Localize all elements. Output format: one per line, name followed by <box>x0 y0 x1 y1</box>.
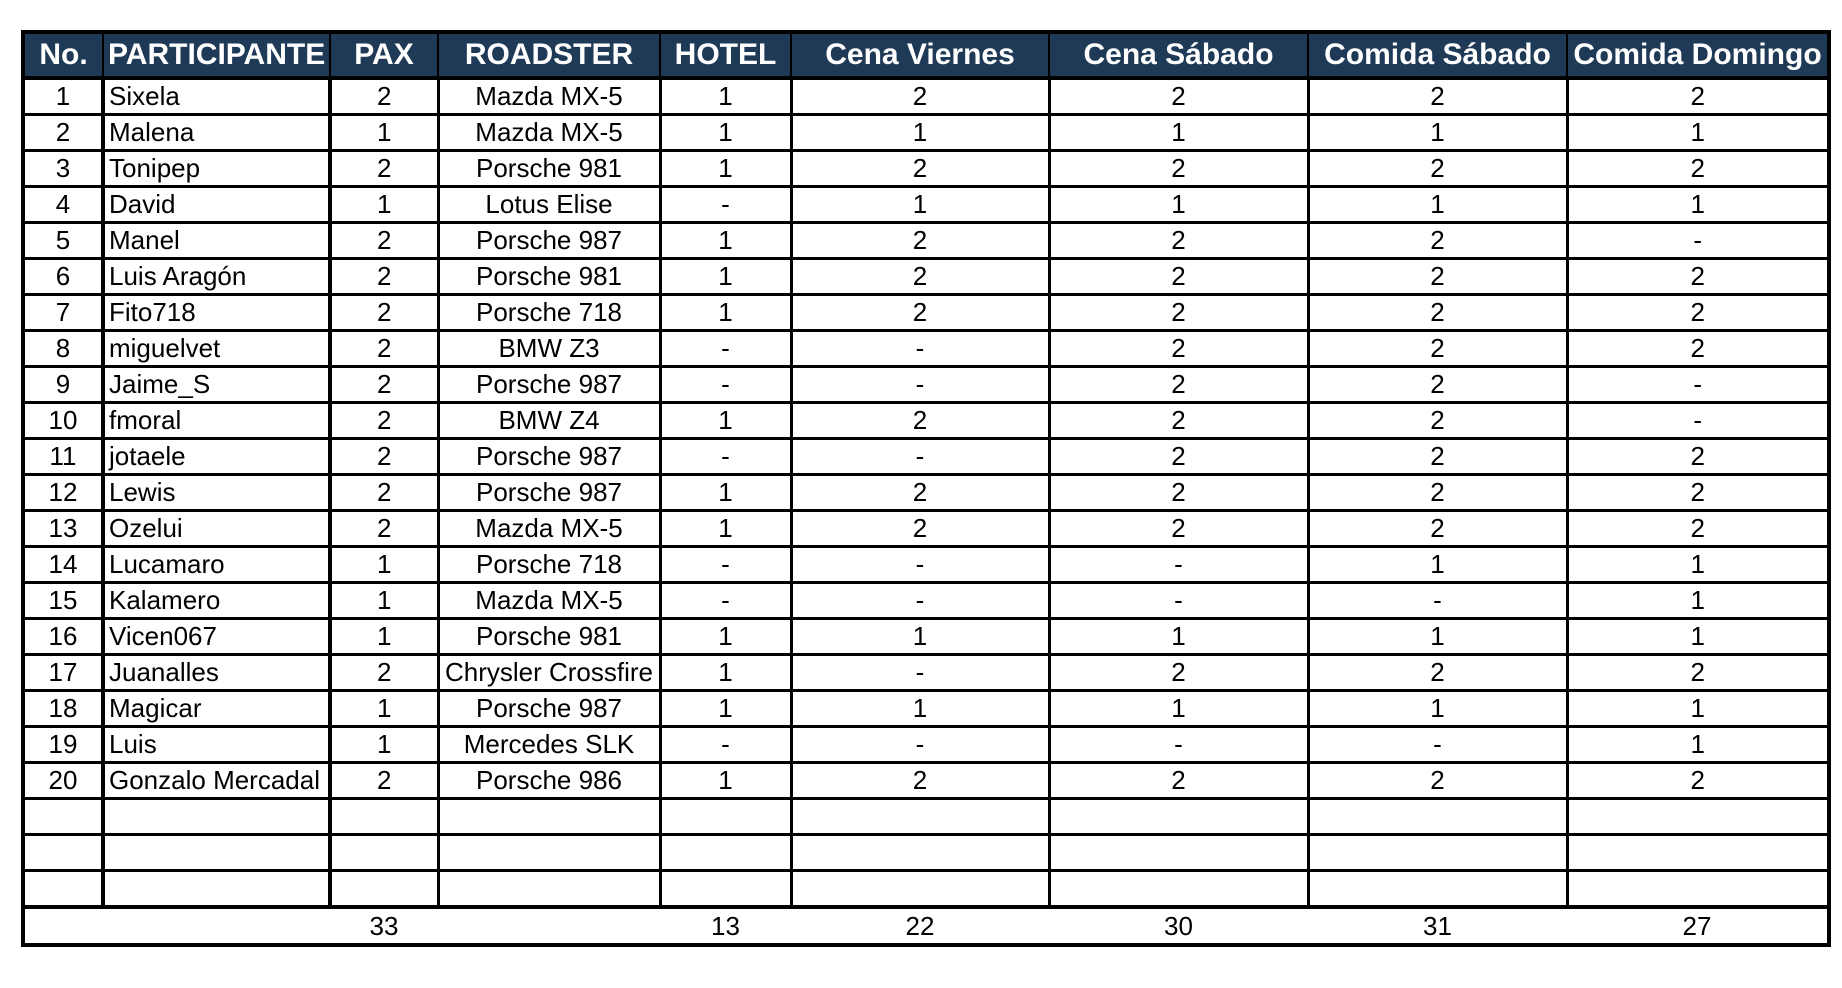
pax-cell[interactable]: 2 <box>330 295 438 331</box>
participant-cell[interactable]: Ozelui <box>103 511 330 547</box>
hotel-cell[interactable]: 1 <box>660 763 791 799</box>
hotel-cell[interactable]: 1 <box>660 115 791 151</box>
hotel-cell[interactable]: 1 <box>660 475 791 511</box>
roadster-cell[interactable]: Mazda MX-5 <box>438 583 660 619</box>
pax-cell[interactable]: 1 <box>330 691 438 727</box>
pax-cell[interactable]: 1 <box>330 115 438 151</box>
roadster-cell[interactable]: Porsche 718 <box>438 295 660 331</box>
total-pax-cell[interactable]: 33 <box>330 907 438 945</box>
comida-domingo-cell[interactable]: - <box>1567 367 1829 403</box>
comida-sabado-cell[interactable]: 2 <box>1308 475 1567 511</box>
comida-sabado-cell[interactable]: 2 <box>1308 763 1567 799</box>
cena-sabado-cell[interactable]: 2 <box>1049 223 1308 259</box>
table-row <box>23 259 1829 295</box>
participant-cell[interactable]: Manel <box>103 223 330 259</box>
participant-cell[interactable]: Sixela <box>103 78 330 115</box>
total-comida-sabado-cell[interactable]: 31 <box>1308 907 1567 945</box>
roadster-cell[interactable]: Porsche 987 <box>438 691 660 727</box>
header-hotel[interactable]: HOTEL <box>660 32 791 78</box>
roadster-cell[interactable]: Porsche 981 <box>438 619 660 655</box>
pax-cell[interactable]: 2 <box>330 763 438 799</box>
roadster-cell[interactable]: BMW Z3 <box>438 331 660 367</box>
roadster-cell[interactable]: Porsche 718 <box>438 547 660 583</box>
participant-cell[interactable]: Juanalles <box>103 655 330 691</box>
table-row <box>23 295 1829 331</box>
hotel-cell[interactable]: - <box>660 727 791 763</box>
total-participante-cell[interactable] <box>103 907 330 945</box>
cena-sabado-cell[interactable]: 2 <box>1049 475 1308 511</box>
comida-sabado-cell[interactable]: 2 <box>1308 78 1567 115</box>
cena-sabado-cell[interactable]: 1 <box>1049 619 1308 655</box>
hotel-cell[interactable]: - <box>660 547 791 583</box>
cena-viernes-cell[interactable] <box>791 835 1049 871</box>
no-cell[interactable]: 14 <box>23 547 103 583</box>
cena-viernes-cell[interactable]: - <box>791 439 1049 475</box>
hotel-cell[interactable]: 1 <box>660 151 791 187</box>
comida-domingo-cell[interactable]: 1 <box>1567 547 1829 583</box>
participant-cell[interactable]: David <box>103 187 330 223</box>
comida-domingo-cell[interactable]: 2 <box>1567 511 1829 547</box>
roadster-cell[interactable]: Porsche 981 <box>438 151 660 187</box>
comida-sabado-cell[interactable]: 2 <box>1308 295 1567 331</box>
table-row <box>23 403 1829 439</box>
comida-domingo-cell[interactable] <box>1567 799 1829 835</box>
hotel-cell[interactable]: 1 <box>660 78 791 115</box>
comida-domingo-cell[interactable]: 2 <box>1567 331 1829 367</box>
hotel-cell[interactable]: - <box>660 439 791 475</box>
cena-viernes-cell[interactable]: - <box>791 655 1049 691</box>
total-roadster-cell[interactable] <box>438 907 660 945</box>
pax-cell[interactable]: 2 <box>330 331 438 367</box>
participant-cell[interactable] <box>103 871 330 908</box>
total-hotel-cell[interactable]: 13 <box>660 907 791 945</box>
comida-sabado-cell[interactable]: 2 <box>1308 655 1567 691</box>
no-cell[interactable]: 4 <box>23 187 103 223</box>
table-row <box>23 655 1829 691</box>
comida-sabado-cell[interactable]: 2 <box>1308 223 1567 259</box>
cena-sabado-cell[interactable]: 2 <box>1049 259 1308 295</box>
table-row <box>23 691 1829 727</box>
cena-viernes-cell[interactable]: 1 <box>791 619 1049 655</box>
comida-domingo-cell[interactable]: - <box>1567 403 1829 439</box>
table-row <box>23 727 1829 763</box>
comida-sabado-cell[interactable]: 2 <box>1308 367 1567 403</box>
cena-viernes-cell[interactable]: - <box>791 727 1049 763</box>
cena-viernes-cell[interactable] <box>791 871 1049 908</box>
pax-cell[interactable]: 2 <box>330 403 438 439</box>
comida-sabado-cell[interactable]: - <box>1308 727 1567 763</box>
pax-cell[interactable]: 2 <box>330 223 438 259</box>
comida-domingo-cell[interactable]: 2 <box>1567 439 1829 475</box>
roadster-cell[interactable] <box>438 871 660 908</box>
participants-table <box>21 30 1831 947</box>
participant-cell[interactable]: Luis Aragón <box>103 259 330 295</box>
cena-sabado-cell[interactable]: 2 <box>1049 151 1308 187</box>
comida-sabado-cell[interactable]: 2 <box>1308 151 1567 187</box>
cena-sabado-cell[interactable]: 2 <box>1049 78 1308 115</box>
comida-domingo-cell[interactable]: 2 <box>1567 475 1829 511</box>
roadster-cell[interactable]: Mazda MX-5 <box>438 115 660 151</box>
header-comida-domingo[interactable]: Comida Domingo <box>1567 32 1829 78</box>
cena-viernes-cell[interactable]: 2 <box>791 223 1049 259</box>
roadster-cell[interactable]: Mercedes SLK <box>438 727 660 763</box>
no-cell[interactable]: 6 <box>23 259 103 295</box>
header-pax[interactable]: PAX <box>330 32 438 78</box>
no-cell[interactable]: 17 <box>23 655 103 691</box>
pax-cell[interactable]: 1 <box>330 187 438 223</box>
participant-cell[interactable]: Lewis <box>103 475 330 511</box>
table-row <box>23 511 1829 547</box>
participant-cell[interactable]: Malena <box>103 115 330 151</box>
cena-sabado-cell[interactable]: - <box>1049 547 1308 583</box>
comida-sabado-cell[interactable]: 2 <box>1308 331 1567 367</box>
comida-sabado-cell[interactable]: 1 <box>1308 115 1567 151</box>
comida-domingo-cell[interactable]: 2 <box>1567 295 1829 331</box>
table-row <box>23 583 1829 619</box>
no-cell[interactable] <box>23 835 103 871</box>
comida-domingo-cell[interactable]: 1 <box>1567 115 1829 151</box>
pax-cell[interactable] <box>330 835 438 871</box>
pax-cell[interactable]: 2 <box>330 151 438 187</box>
roadster-cell[interactable]: Porsche 987 <box>438 367 660 403</box>
hotel-cell[interactable]: - <box>660 367 791 403</box>
table-row <box>23 367 1829 403</box>
comida-sabado-cell[interactable]: - <box>1308 583 1567 619</box>
comida-sabado-cell[interactable]: 1 <box>1308 547 1567 583</box>
hotel-cell[interactable]: - <box>660 583 791 619</box>
pax-cell[interactable]: 2 <box>330 475 438 511</box>
comida-domingo-cell[interactable]: 1 <box>1567 691 1829 727</box>
comida-sabado-cell[interactable]: 2 <box>1308 511 1567 547</box>
hotel-cell[interactable]: 1 <box>660 655 791 691</box>
cena-sabado-cell[interactable]: 1 <box>1049 691 1308 727</box>
header-no[interactable]: No. <box>23 32 103 78</box>
no-cell[interactable]: 13 <box>23 511 103 547</box>
participant-cell[interactable]: Lucamaro <box>103 547 330 583</box>
comida-sabado-cell[interactable]: 1 <box>1308 691 1567 727</box>
cena-viernes-cell[interactable]: 1 <box>791 187 1049 223</box>
cena-viernes-cell[interactable]: - <box>791 367 1049 403</box>
pax-cell[interactable] <box>330 871 438 908</box>
table-row <box>23 187 1829 223</box>
cena-viernes-cell[interactable]: - <box>791 331 1049 367</box>
comida-domingo-cell[interactable]: 2 <box>1567 78 1829 115</box>
cena-viernes-cell[interactable]: 2 <box>791 295 1049 331</box>
hotel-cell[interactable] <box>660 835 791 871</box>
cena-viernes-cell[interactable]: - <box>791 583 1049 619</box>
table-row <box>23 439 1829 475</box>
hotel-cell[interactable]: - <box>660 331 791 367</box>
roadster-cell[interactable]: Mazda MX-5 <box>438 511 660 547</box>
hotel-cell[interactable] <box>660 799 791 835</box>
cena-sabado-cell[interactable]: - <box>1049 583 1308 619</box>
total-comida-domingo-cell[interactable]: 27 <box>1567 907 1829 945</box>
pax-cell[interactable]: 1 <box>330 547 438 583</box>
roadster-cell[interactable] <box>438 835 660 871</box>
hotel-cell[interactable] <box>660 871 791 908</box>
no-cell[interactable]: 7 <box>23 295 103 331</box>
cena-viernes-cell[interactable] <box>791 799 1049 835</box>
comida-domingo-cell[interactable]: - <box>1567 223 1829 259</box>
pax-cell[interactable]: 2 <box>330 78 438 115</box>
cena-viernes-cell[interactable]: 2 <box>791 475 1049 511</box>
pax-cell[interactable]: 1 <box>330 619 438 655</box>
cena-sabado-cell[interactable]: 2 <box>1049 367 1308 403</box>
table-row <box>23 475 1829 511</box>
comida-domingo-cell[interactable]: 2 <box>1567 151 1829 187</box>
cena-sabado-cell[interactable]: - <box>1049 727 1308 763</box>
participant-cell[interactable]: fmoral <box>103 403 330 439</box>
cena-viernes-cell[interactable]: - <box>791 547 1049 583</box>
hotel-cell[interactable]: 1 <box>660 691 791 727</box>
roadster-cell[interactable]: Lotus Elise <box>438 187 660 223</box>
cena-sabado-cell[interactable]: 2 <box>1049 655 1308 691</box>
no-cell[interactable]: 20 <box>23 763 103 799</box>
table-row <box>23 763 1829 799</box>
comida-sabado-cell[interactable]: 2 <box>1308 259 1567 295</box>
pax-cell[interactable]: 1 <box>330 727 438 763</box>
comida-domingo-cell[interactable]: 1 <box>1567 727 1829 763</box>
cena-sabado-cell[interactable]: 2 <box>1049 295 1308 331</box>
comida-domingo-cell[interactable]: 1 <box>1567 619 1829 655</box>
table-row <box>23 835 1829 871</box>
participant-cell[interactable]: Kalamero <box>103 583 330 619</box>
comida-domingo-cell[interactable]: 1 <box>1567 187 1829 223</box>
hotel-cell[interactable]: 1 <box>660 403 791 439</box>
cena-viernes-cell[interactable]: 2 <box>791 763 1049 799</box>
no-cell[interactable]: 18 <box>23 691 103 727</box>
total-cena-viernes-cell[interactable]: 22 <box>791 907 1049 945</box>
pax-cell[interactable]: 2 <box>330 259 438 295</box>
total-no-cell[interactable] <box>23 907 103 945</box>
cena-viernes-cell[interactable]: 2 <box>791 511 1049 547</box>
table-row <box>23 151 1829 187</box>
table-row <box>23 799 1829 835</box>
pax-cell[interactable]: 2 <box>330 367 438 403</box>
cena-sabado-cell[interactable]: 2 <box>1049 763 1308 799</box>
pax-cell[interactable]: 2 <box>330 511 438 547</box>
cena-sabado-cell[interactable]: 2 <box>1049 511 1308 547</box>
participant-cell[interactable]: Jaime_S <box>103 367 330 403</box>
header-participante[interactable]: PARTICIPANTE <box>103 32 330 78</box>
participant-cell[interactable]: Gonzalo Mercadal <box>103 763 330 799</box>
no-cell[interactable]: 8 <box>23 331 103 367</box>
comida-domingo-cell[interactable]: 2 <box>1567 259 1829 295</box>
no-cell[interactable]: 19 <box>23 727 103 763</box>
table-row <box>23 619 1829 655</box>
hotel-cell[interactable]: 1 <box>660 619 791 655</box>
no-cell[interactable]: 3 <box>23 151 103 187</box>
cena-sabado-cell[interactable]: 2 <box>1049 403 1308 439</box>
comida-domingo-cell[interactable] <box>1567 871 1829 908</box>
no-cell[interactable]: 9 <box>23 367 103 403</box>
no-cell[interactable] <box>23 871 103 908</box>
header-roadster[interactable]: ROADSTER <box>438 32 660 78</box>
participant-cell[interactable]: Tonipep <box>103 151 330 187</box>
cena-sabado-cell[interactable] <box>1049 799 1308 835</box>
pax-cell[interactable]: 2 <box>330 655 438 691</box>
roadster-cell[interactable]: Mazda MX-5 <box>438 78 660 115</box>
participant-cell[interactable]: Vicen067 <box>103 619 330 655</box>
roadster-cell[interactable]: Porsche 987 <box>438 223 660 259</box>
cena-sabado-cell[interactable] <box>1049 871 1308 908</box>
no-cell[interactable]: 5 <box>23 223 103 259</box>
no-cell[interactable]: 12 <box>23 475 103 511</box>
table-row <box>23 331 1829 367</box>
participant-cell[interactable] <box>103 799 330 835</box>
no-cell[interactable]: 11 <box>23 439 103 475</box>
comida-sabado-cell[interactable]: 1 <box>1308 187 1567 223</box>
hotel-cell[interactable]: 1 <box>660 259 791 295</box>
comida-sabado-cell[interactable] <box>1308 799 1567 835</box>
hotel-cell[interactable]: - <box>660 187 791 223</box>
header-row <box>23 32 1829 78</box>
cena-sabado-cell[interactable]: 1 <box>1049 115 1308 151</box>
comida-domingo-cell[interactable] <box>1567 835 1829 871</box>
roadster-cell[interactable]: Porsche 981 <box>438 259 660 295</box>
cena-viernes-cell[interactable]: 2 <box>791 78 1049 115</box>
cena-viernes-cell[interactable]: 2 <box>791 259 1049 295</box>
cena-viernes-cell[interactable]: 1 <box>791 691 1049 727</box>
participant-cell[interactable]: miguelvet <box>103 331 330 367</box>
cena-viernes-cell[interactable]: 2 <box>791 151 1049 187</box>
hotel-cell[interactable]: 1 <box>660 223 791 259</box>
header-cena-sabado[interactable]: Cena Sábado <box>1049 32 1308 78</box>
comida-sabado-cell[interactable]: 2 <box>1308 403 1567 439</box>
comida-sabado-cell[interactable]: 1 <box>1308 619 1567 655</box>
totals-row <box>23 907 1829 945</box>
hotel-cell[interactable]: 1 <box>660 295 791 331</box>
no-cell[interactable]: 15 <box>23 583 103 619</box>
pax-cell[interactable]: 2 <box>330 439 438 475</box>
header-cena-viernes[interactable]: Cena Viernes <box>791 32 1049 78</box>
table-row <box>23 223 1829 259</box>
no-cell[interactable]: 2 <box>23 115 103 151</box>
roadster-cell[interactable]: Porsche 987 <box>438 475 660 511</box>
cena-viernes-cell[interactable]: 2 <box>791 403 1049 439</box>
hotel-cell[interactable]: 1 <box>660 511 791 547</box>
roadster-cell[interactable]: Chrysler Crossfire <box>438 655 660 691</box>
cena-sabado-cell[interactable]: 2 <box>1049 439 1308 475</box>
no-cell[interactable] <box>23 799 103 835</box>
roadster-cell[interactable] <box>438 799 660 835</box>
comida-sabado-cell[interactable]: 2 <box>1308 439 1567 475</box>
table-row <box>23 871 1829 908</box>
cena-sabado-cell[interactable]: 1 <box>1049 187 1308 223</box>
comida-sabado-cell[interactable] <box>1308 835 1567 871</box>
no-cell[interactable]: 10 <box>23 403 103 439</box>
comida-domingo-cell[interactable]: 2 <box>1567 763 1829 799</box>
comida-sabado-cell[interactable] <box>1308 871 1567 908</box>
cena-viernes-cell[interactable]: 1 <box>791 115 1049 151</box>
cena-sabado-cell[interactable]: 2 <box>1049 331 1308 367</box>
comida-domingo-cell[interactable]: 1 <box>1567 583 1829 619</box>
roadster-cell[interactable]: Porsche 986 <box>438 763 660 799</box>
pax-cell[interactable] <box>330 799 438 835</box>
header-comida-sabado[interactable]: Comida Sábado <box>1308 32 1567 78</box>
participant-cell[interactable] <box>103 835 330 871</box>
table-row <box>23 115 1829 151</box>
participant-cell[interactable]: Magicar <box>103 691 330 727</box>
no-cell[interactable]: 1 <box>23 78 103 115</box>
participant-cell[interactable]: Luis <box>103 727 330 763</box>
table-row <box>23 78 1829 115</box>
participant-cell[interactable]: Fito718 <box>103 295 330 331</box>
roadster-cell[interactable]: BMW Z4 <box>438 403 660 439</box>
pax-cell[interactable]: 1 <box>330 583 438 619</box>
cena-sabado-cell[interactable] <box>1049 835 1308 871</box>
comida-domingo-cell[interactable]: 2 <box>1567 655 1829 691</box>
roadster-cell[interactable]: Porsche 987 <box>438 439 660 475</box>
no-cell[interactable]: 16 <box>23 619 103 655</box>
total-cena-sabado-cell[interactable]: 30 <box>1049 907 1308 945</box>
table-row <box>23 547 1829 583</box>
participant-cell[interactable]: jotaele <box>103 439 330 475</box>
